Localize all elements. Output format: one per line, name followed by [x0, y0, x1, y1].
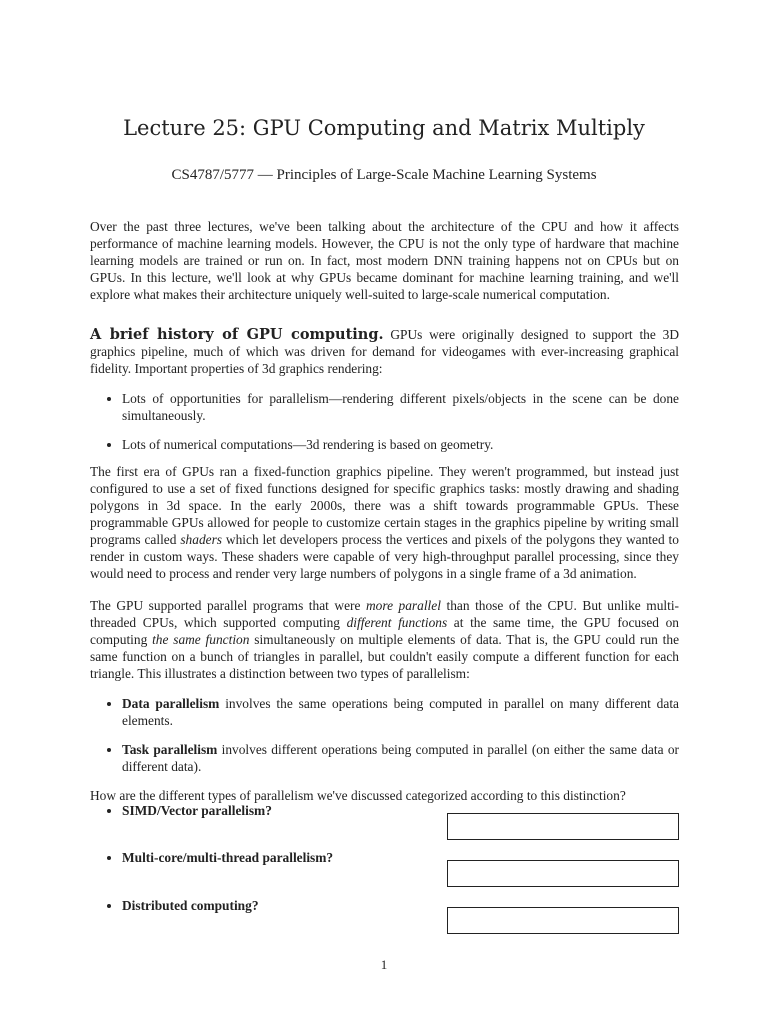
- history-text: GPUs were originally designed to support the 3D graphics pipeline, much of which was driven for demand for videogames with ever-increasing graphical fidelity. Important properties of 3d graphics rendering:: [90, 327, 680, 376]
- emphasis: shaders: [180, 532, 223, 547]
- term: Task parallelism: [122, 742, 218, 757]
- page-title: Lecture 25: GPU Computing and Matrix Multiply: [123, 116, 645, 140]
- era-paragraph: [90, 463, 679, 582]
- term: Data parallelism: [122, 696, 220, 711]
- item-label: SIMD/Vector parallelism?: [122, 803, 272, 818]
- course-subtitle: CS4787/5777 — Principles of Large-Scale Machine Learning Systems: [171, 167, 597, 183]
- list-item: [122, 741, 679, 775]
- answer-box-multicore[interactable]: [447, 860, 679, 887]
- section-heading: A brief history of GPU computing.: [90, 326, 384, 343]
- definition: involves the same operations being computed in parallel on many different data elements.: [122, 696, 679, 728]
- definition: involves different operations being computed in parallel (on either the same data or different data).: [122, 742, 679, 774]
- text: simultaneously on multiple elements of data. That is, the GPU could run the same function on a bunch of triangles in parallel, but couldn't easily compute a different function for each triangle. This illustrates a distinction between two types of parallelism:: [90, 632, 680, 681]
- emphasis: the same function: [152, 632, 250, 647]
- page-number: 1: [380, 957, 388, 972]
- list-item: • Lots of opportunities for parallelism—rendering different pixels/objects in the scene can be done simultaneously.: [122, 390, 679, 424]
- item-label: Distributed computing?: [122, 898, 259, 913]
- text: than those of the CPU. But unlike multi-threaded CPUs, which supported computing: [90, 598, 680, 630]
- text: which let developers process the vertices and pixels of the polygons they wanted to render in custom ways. These shaders were capable of very high-throughput parallel processing, since they would need to process and render very large numbers of polygons in a single frame of a 3d animation.: [90, 532, 679, 581]
- intro-paragraph: Over the past three lectures, we've been talking about the architecture of the CPU and how it affects performance of machine learning models. However, the CPU is not the only type of hardware that machine learning models are trained or run on. In fact, most modern DNN training happens not on CPUs but on GPUs. In this lecture, we'll look at why GPUs became dominant for machine learning training, and we'll explore what makes their architecture uniquely well-suited to large-scale numerical computation.: [90, 219, 679, 302]
- list-item: [122, 695, 679, 729]
- emphasis: more parallel: [365, 598, 441, 613]
- list-item: • Lots of numerical computations—3d rendering is based on geometry.: [122, 436, 679, 453]
- text: at the same time, the GPU focused on computing: [90, 615, 679, 647]
- item-label: Multi-core/multi-thread parallelism?: [122, 850, 334, 865]
- parallelism-section: [90, 597, 679, 804]
- emphasis: different functions: [346, 615, 448, 630]
- history-section: [90, 326, 679, 453]
- text: The first era of GPUs ran a fixed-function graphics pipeline. They weren't programmed, but instead just configured to use a set of fixed functions designed for specific graphics tasks: mostly drawing and shading polygons in 3d space. In the early 2000s, there was a shift towards programmable GPUs. These programmable GPUs allowed for people to customize certain stages in the graphics pipeline by writing small programs called: [90, 464, 679, 547]
- answer-box-distributed[interactable]: [447, 907, 679, 934]
- answer-box-simd[interactable]: [447, 813, 679, 840]
- question: How are the different types of parallelism we've discussed categorized according to this distinction?: [90, 788, 626, 803]
- text: The GPU supported parallel programs that were: [90, 598, 366, 613]
